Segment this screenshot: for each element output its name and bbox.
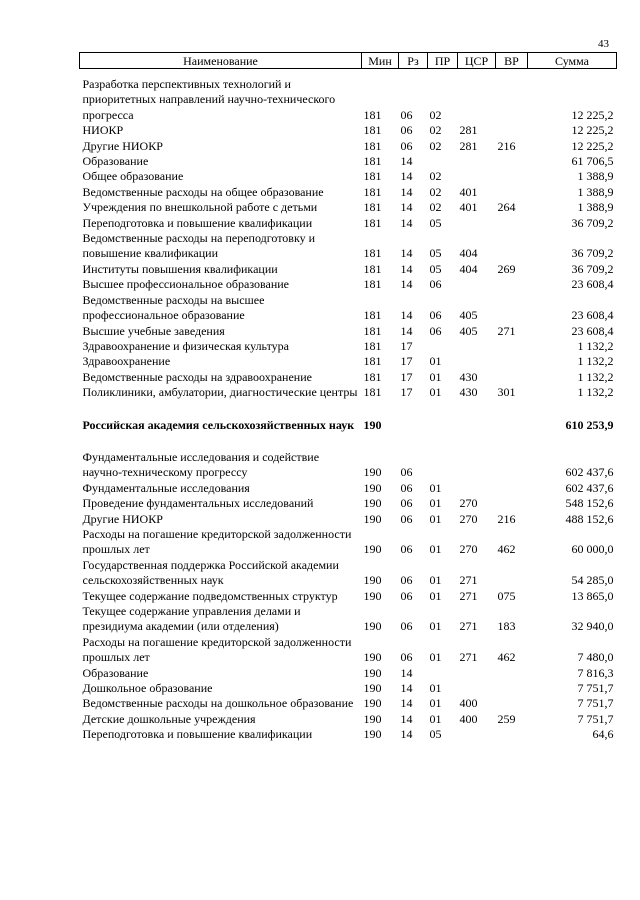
cell-pr [428, 339, 458, 354]
cell-vr [496, 558, 528, 589]
cell-min: 181 [363, 323, 382, 338]
cell-rz: 14 [400, 154, 413, 169]
cell-pr: 01 [429, 650, 442, 665]
cell-csr: 271 [459, 650, 478, 665]
cell-min: 181 [363, 338, 382, 353]
cell-pr: 02 [429, 200, 442, 215]
spacer-cell [80, 433, 617, 450]
cell-name: Здравоохранение и физическая культура [82, 338, 289, 353]
cell-min: 181 [363, 107, 382, 122]
cell-csr: 400 [459, 711, 478, 726]
cell-vr: 271 [497, 323, 516, 338]
header-min: Мин [362, 53, 399, 69]
cell-vr: 269 [497, 261, 516, 276]
cell-sum: 7 816,3 [577, 665, 614, 680]
cell-rz: 14 [400, 727, 413, 742]
cell-csr: 281 [459, 138, 478, 153]
cell-min: 190 [363, 573, 382, 588]
table-row [80, 231, 617, 262]
cell-csr [458, 727, 496, 742]
cell-rz: 14 [400, 665, 413, 680]
cell-pr: 01 [429, 369, 442, 384]
cell-vr: 183 [497, 619, 516, 634]
table-spacer [80, 69, 617, 78]
cell-csr [458, 77, 496, 123]
cell-rz: 17 [400, 369, 413, 384]
cell-min: 190 [363, 727, 382, 742]
cell-sum: 1 132,2 [577, 338, 614, 353]
cell-sum: 1 132,2 [577, 369, 614, 384]
cell-name: Другие НИОКР [82, 511, 163, 526]
table-row [80, 666, 617, 681]
cell-min: 190 [363, 619, 382, 634]
cell-pr: 01 [429, 696, 442, 711]
budget-table [79, 52, 617, 743]
table-row [80, 558, 617, 589]
cell-sum: 1 132,2 [577, 354, 614, 369]
cell-rz: 14 [400, 200, 413, 215]
cell-name: Государственная поддержка Российской академии сельскохозяйственных наук [82, 557, 339, 588]
cell-sum: 1 132,2 [577, 385, 614, 400]
cell-rz: 06 [400, 573, 413, 588]
cell-name: Ведомственные расходы на переподготовку и повышение квалификации [82, 231, 316, 261]
cell-pr: 02 [429, 107, 442, 122]
cell-vr [496, 666, 528, 681]
table-row [80, 262, 617, 277]
cell-min: 190 [363, 480, 382, 495]
cell-sum: 610 253,9 [565, 417, 614, 432]
cell-csr: 430 [459, 385, 478, 400]
cell-sum: 7 751,7 [577, 711, 614, 726]
cell-name: Фундаментальные исследования и содействие научно-техническому прогрессу [82, 449, 320, 480]
cell-sum: 60 000,0 [571, 542, 614, 557]
cell-vr [496, 216, 528, 231]
cell-sum: 54 285,0 [571, 573, 614, 588]
cell-min: 190 [363, 542, 382, 557]
cell-pr [428, 450, 458, 481]
cell-vr: 462 [497, 542, 516, 557]
cell-pr: 01 [429, 480, 442, 495]
cell-csr [458, 154, 496, 169]
cell-rz: 14 [400, 323, 413, 338]
cell-pr: 01 [429, 681, 442, 696]
cell-vr [496, 418, 528, 433]
table-row [80, 370, 617, 385]
cell-sum: 7 751,7 [577, 681, 614, 696]
cell-pr: 06 [429, 277, 442, 292]
cell-sum: 602 437,6 [565, 465, 614, 480]
cell-csr [458, 450, 496, 481]
cell-min: 181 [363, 200, 382, 215]
cell-name: Образование [82, 665, 149, 680]
cell-pr: 02 [429, 138, 442, 153]
header-rz: Рз [399, 53, 428, 69]
cell-sum: 602 437,6 [565, 480, 614, 495]
cell-csr [458, 418, 496, 433]
cell-min: 190 [363, 496, 382, 511]
cell-sum: 7 751,7 [577, 696, 614, 711]
cell-rz: 06 [400, 480, 413, 495]
cell-csr: 281 [459, 123, 478, 138]
cell-name: Образование [82, 154, 149, 169]
cell-csr: 271 [459, 619, 478, 634]
cell-sum: 488 152,6 [565, 511, 614, 526]
cell-min: 190 [363, 417, 382, 432]
cell-name: Детские дошкольные учреждения [82, 711, 256, 726]
cell-csr [458, 169, 496, 184]
cell-csr [458, 481, 496, 496]
cell-csr: 270 [459, 511, 478, 526]
cell-rz [399, 418, 428, 433]
table-row [80, 635, 617, 666]
cell-csr: 401 [459, 200, 478, 215]
cell-pr: 01 [429, 711, 442, 726]
table-row [80, 418, 617, 433]
table-row [80, 354, 617, 369]
cell-vr [496, 154, 528, 169]
cell-sum: 1 388,9 [577, 200, 614, 215]
header-pr: ПР [428, 53, 458, 69]
cell-vr [496, 370, 528, 385]
cell-csr [458, 354, 496, 369]
cell-pr: 01 [429, 511, 442, 526]
cell-sum: 1 388,9 [577, 184, 614, 199]
cell-name: Ведомственные расходы на высшее профессиональное образование [82, 292, 265, 323]
cell-rz: 17 [400, 354, 413, 369]
cell-name: Российская академия сельскохозяйственных наук [82, 417, 355, 432]
table-row [80, 200, 617, 215]
cell-sum: 12 225,2 [571, 123, 614, 138]
cell-rz: 14 [400, 184, 413, 199]
cell-rz: 14 [400, 681, 413, 696]
cell-pr: 05 [429, 246, 442, 261]
cell-min: 181 [363, 169, 382, 184]
cell-sum: 61 706,5 [571, 154, 614, 169]
cell-rz: 14 [400, 277, 413, 292]
cell-name: Текущее содержание подведомственных структур [82, 588, 338, 603]
cell-name: Фундаментальные исследования [82, 480, 250, 495]
cell-pr: 01 [429, 542, 442, 557]
table-row [80, 277, 617, 292]
cell-pr: 01 [429, 496, 442, 511]
cell-vr [496, 339, 528, 354]
table-body [80, 69, 617, 743]
cell-rz: 14 [400, 711, 413, 726]
cell-pr: 02 [429, 169, 442, 184]
cell-min: 181 [363, 184, 382, 199]
header-sum: Сумма [528, 53, 617, 69]
table-row [80, 185, 617, 200]
table-row [80, 154, 617, 169]
cell-vr [496, 450, 528, 481]
table-row [80, 712, 617, 727]
cell-min: 181 [363, 261, 382, 276]
cell-rz: 17 [400, 338, 413, 353]
cell-name: Здравоохранение [82, 354, 171, 369]
cell-rz: 06 [400, 511, 413, 526]
cell-pr: 05 [429, 727, 442, 742]
table-row [80, 450, 617, 481]
cell-pr: 06 [429, 308, 442, 323]
cell-vr [496, 293, 528, 324]
cell-min: 190 [363, 465, 382, 480]
cell-rz: 06 [400, 123, 413, 138]
cell-pr [428, 666, 458, 681]
cell-min: 181 [363, 308, 382, 323]
cell-name: Дошкольное образование [82, 681, 213, 696]
cell-name: Ведомственные расходы на дошкольное образование [82, 696, 354, 711]
cell-csr: 404 [459, 261, 478, 276]
cell-rz: 14 [400, 169, 413, 184]
cell-sum: 12 225,2 [571, 138, 614, 153]
cell-name: Высшее профессиональное образование [82, 277, 289, 292]
cell-min: 181 [363, 154, 382, 169]
table-row [80, 339, 617, 354]
cell-name: НИОКР [82, 123, 124, 138]
table-header [80, 53, 617, 69]
cell-vr: 259 [497, 711, 516, 726]
cell-vr [496, 185, 528, 200]
cell-csr: 271 [459, 588, 478, 603]
cell-min: 181 [363, 385, 382, 400]
cell-vr [496, 481, 528, 496]
table-spacer [80, 401, 617, 418]
cell-min: 181 [363, 369, 382, 384]
table-row [80, 139, 617, 154]
cell-pr: 06 [429, 323, 442, 338]
cell-csr [458, 216, 496, 231]
cell-vr: 462 [497, 650, 516, 665]
table-row [80, 604, 617, 635]
table-row [80, 727, 617, 742]
cell-csr: 405 [459, 323, 478, 338]
cell-sum: 36 709,2 [571, 246, 614, 261]
cell-pr: 01 [429, 354, 442, 369]
table-row [80, 481, 617, 496]
cell-min: 190 [363, 511, 382, 526]
cell-pr [428, 418, 458, 433]
table-row [80, 216, 617, 231]
cell-pr [428, 154, 458, 169]
header-csr: ЦСР [458, 53, 496, 69]
cell-sum: 23 608,4 [571, 308, 614, 323]
cell-sum: 36 709,2 [571, 261, 614, 276]
cell-pr: 01 [429, 385, 442, 400]
cell-pr: 01 [429, 573, 442, 588]
cell-min: 181 [363, 354, 382, 369]
table-row [80, 77, 617, 123]
cell-csr: 270 [459, 496, 478, 511]
cell-min: 190 [363, 681, 382, 696]
cell-name: Ведомственные расходы на общее образование [82, 184, 324, 199]
cell-name: Расходы на погашение кредиторской задолженности прошлых лет [82, 634, 352, 665]
cell-pr: 02 [429, 184, 442, 199]
header-name: Наименование [80, 53, 362, 69]
cell-name: Переподготовка и повышение квалификации [82, 727, 313, 742]
cell-vr [496, 231, 528, 262]
cell-min: 181 [363, 138, 382, 153]
cell-pr: 01 [429, 588, 442, 603]
cell-sum: 12 225,2 [571, 107, 614, 122]
cell-vr [496, 169, 528, 184]
table-row [80, 512, 617, 527]
cell-pr: 01 [429, 619, 442, 634]
cell-csr: 430 [459, 369, 478, 384]
cell-name: Ведомственные расходы на здравоохранение [82, 369, 312, 384]
cell-min: 190 [363, 650, 382, 665]
cell-name: Разработка перспективных технологий и приоритетных направлений научно-технического прогресса [82, 77, 336, 122]
cell-sum: 32 940,0 [571, 619, 614, 634]
cell-csr: 404 [459, 246, 478, 261]
cell-vr: 216 [497, 511, 516, 526]
cell-name: Другие НИОКР [82, 138, 163, 153]
cell-rz: 06 [400, 542, 413, 557]
cell-sum: 1 388,9 [577, 169, 614, 184]
cell-name: Высшие учебные заведения [82, 323, 225, 338]
cell-name: Расходы на погашение кредиторской задолженности прошлых лет [82, 526, 352, 557]
table-row [80, 527, 617, 558]
cell-name: Общее образование [82, 169, 184, 184]
cell-min: 181 [363, 215, 382, 230]
cell-rz: 06 [400, 107, 413, 122]
cell-csr [458, 339, 496, 354]
header-vr: ВР [496, 53, 528, 69]
cell-vr [496, 727, 528, 742]
cell-rz: 06 [400, 465, 413, 480]
cell-vr [496, 496, 528, 511]
cell-rz: 06 [400, 650, 413, 665]
cell-vr: 264 [497, 200, 516, 215]
cell-pr: 02 [429, 123, 442, 138]
cell-vr: 216 [497, 138, 516, 153]
cell-vr [496, 696, 528, 711]
cell-min: 190 [363, 588, 382, 603]
cell-pr: 05 [429, 215, 442, 230]
cell-rz: 14 [400, 308, 413, 323]
spacer-cell [80, 69, 617, 78]
cell-csr: 270 [459, 542, 478, 557]
cell-sum: 64,6 [592, 727, 614, 742]
cell-name: Проведение фундаментальных исследований [82, 496, 314, 511]
cell-vr: 075 [497, 588, 516, 603]
cell-sum: 7 480,0 [577, 650, 614, 665]
cell-name: Институты повышения квалификации [82, 261, 278, 276]
cell-min: 181 [363, 246, 382, 261]
cell-vr [496, 277, 528, 292]
cell-rz: 17 [400, 385, 413, 400]
cell-pr: 05 [429, 261, 442, 276]
table-spacer [80, 433, 617, 450]
table-row [80, 696, 617, 711]
cell-rz: 06 [400, 138, 413, 153]
table-row [80, 293, 617, 324]
cell-rz: 14 [400, 696, 413, 711]
table-row [80, 496, 617, 511]
cell-rz: 14 [400, 261, 413, 276]
cell-name: Учреждения по внешкольной работе с детьми [82, 200, 318, 215]
cell-csr: 401 [459, 184, 478, 199]
cell-csr [458, 666, 496, 681]
cell-rz: 14 [400, 246, 413, 261]
cell-min: 181 [363, 277, 382, 292]
table-row [80, 169, 617, 184]
cell-csr: 405 [459, 308, 478, 323]
cell-sum: 23 608,4 [571, 323, 614, 338]
cell-sum: 36 709,2 [571, 215, 614, 230]
cell-rz: 06 [400, 588, 413, 603]
table-row [80, 681, 617, 696]
cell-csr [458, 277, 496, 292]
cell-vr [496, 77, 528, 123]
cell-csr: 400 [459, 696, 478, 711]
cell-vr [496, 354, 528, 369]
cell-vr [496, 123, 528, 138]
cell-min: 190 [363, 711, 382, 726]
cell-sum: 23 608,4 [571, 277, 614, 292]
cell-rz: 14 [400, 215, 413, 230]
cell-sum: 13 865,0 [571, 588, 614, 603]
cell-min: 190 [363, 665, 382, 680]
cell-rz: 06 [400, 496, 413, 511]
table-row [80, 385, 617, 400]
cell-name: Текущее содержание управления делами и президиума академии (или отделения) [82, 604, 301, 634]
cell-csr: 271 [459, 573, 478, 588]
spacer-cell [80, 401, 617, 418]
cell-sum: 548 152,6 [565, 496, 614, 511]
cell-min: 181 [363, 123, 382, 138]
table-row [80, 324, 617, 339]
table-row [80, 123, 617, 138]
cell-name: Поликлиники, амбулатории, диагностические центры [82, 385, 358, 400]
page-number: 43 [598, 38, 609, 50]
cell-name: Переподготовка и повышение квалификации [82, 215, 313, 230]
cell-vr: 301 [497, 385, 516, 400]
cell-csr [458, 681, 496, 696]
cell-rz: 06 [400, 619, 413, 634]
cell-min: 190 [363, 696, 382, 711]
table-row [80, 589, 617, 604]
cell-vr [496, 681, 528, 696]
